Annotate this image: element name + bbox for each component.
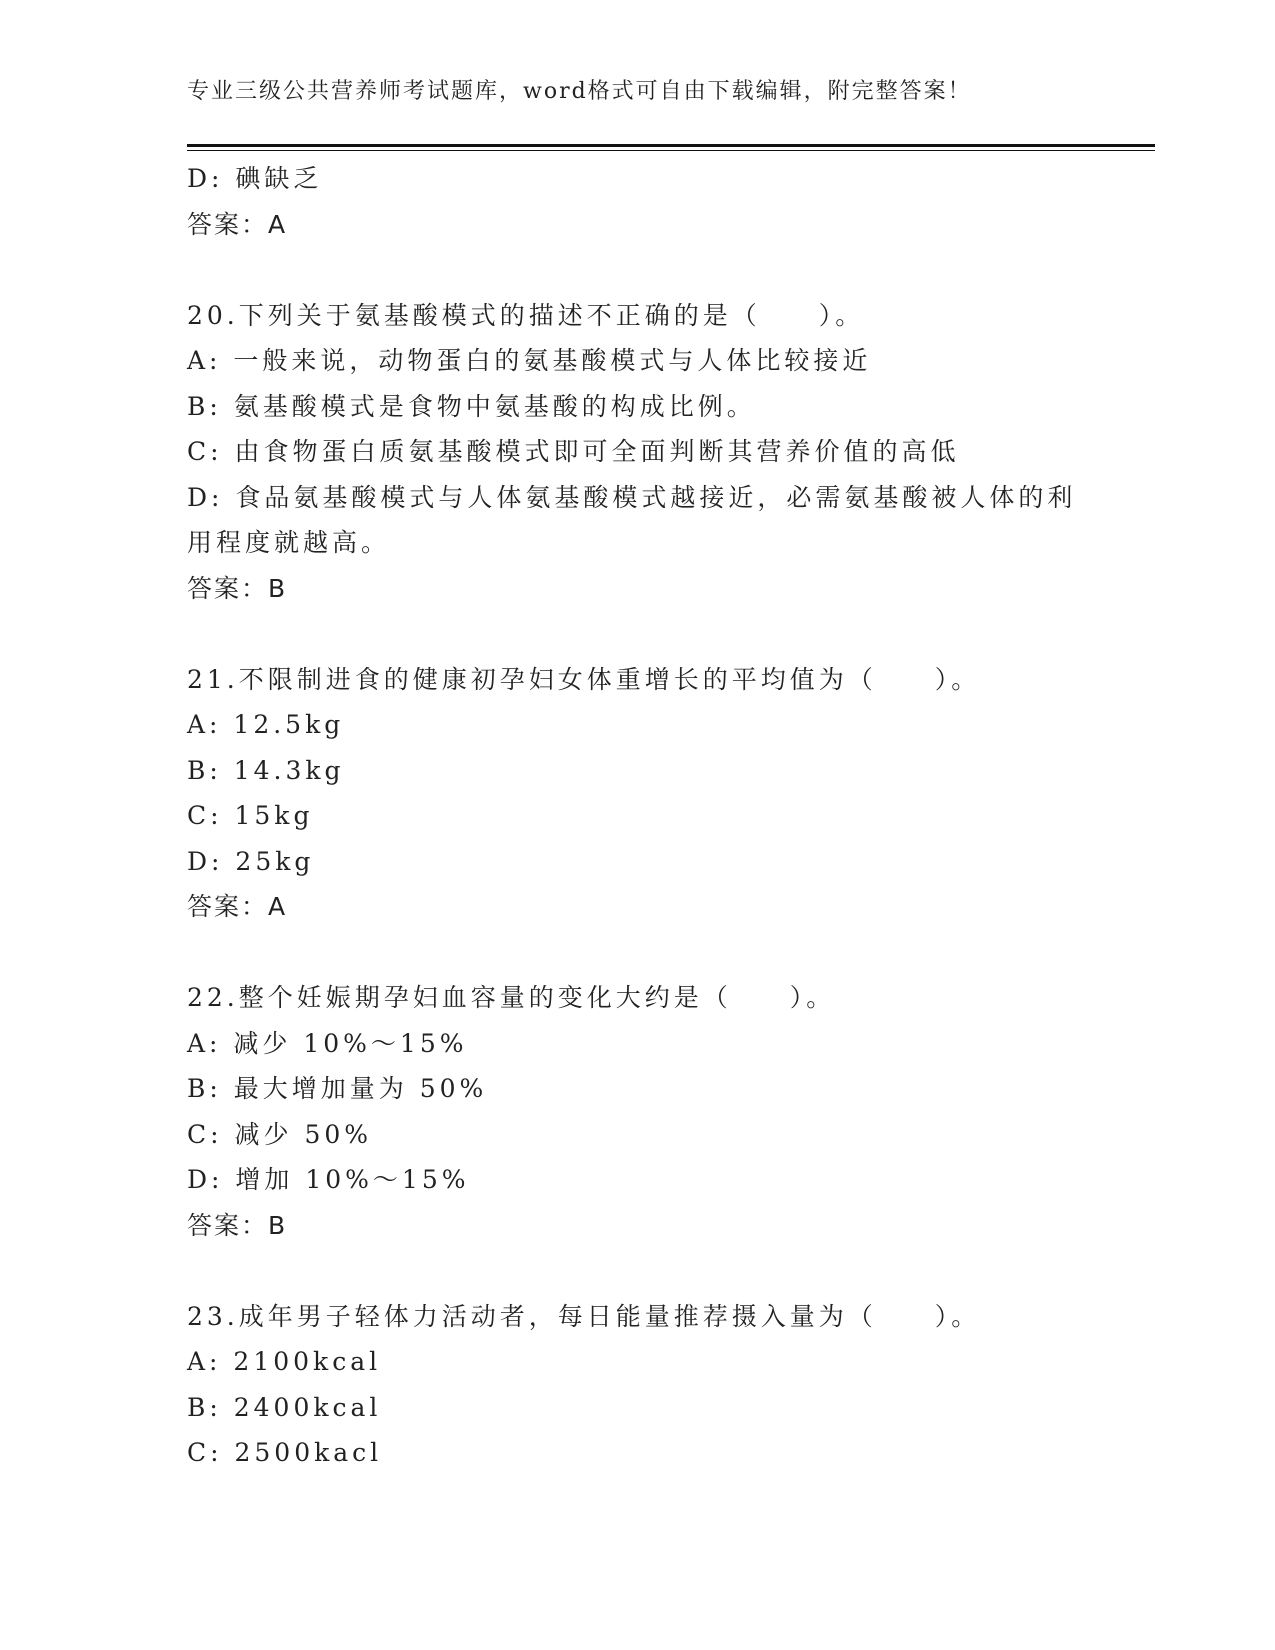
question-stem: 23.成年男子轻体力活动者，每日能量推荐摄入量为（ ）。	[187, 1301, 981, 1331]
page-header: 专业三级公共营养师考试题库，word格式可自由下载编辑，附完整答案！	[187, 79, 972, 104]
option-b: B: 2400kcal	[187, 1392, 382, 1422]
question-20	[187, 293, 1087, 612]
answer: 答案：A	[187, 209, 288, 239]
option-d: D: 25kg	[187, 846, 315, 876]
answer: 答案：A	[187, 892, 288, 921]
option-c: C: 减少 50%	[187, 1119, 373, 1149]
option-a: A: 2100kcal	[187, 1347, 382, 1376]
option-c: C: 由食物蛋白质氨基酸模式即可全面判断其营养价值的高低	[187, 437, 960, 466]
header-rule-thin	[187, 150, 1155, 151]
question-stem: 21.不限制进食的健康初孕妇女体重增长的平均值为（ ）。	[187, 664, 981, 694]
option-d: D: 碘缺乏	[187, 164, 323, 193]
header-rule-thick	[187, 144, 1155, 147]
option-d: D: 增加 10%～15%	[187, 1165, 470, 1194]
option-a: A: 一般来说，动物蛋白的氨基酸模式与人体比较接近	[187, 346, 872, 375]
question-23	[187, 1294, 1087, 1476]
question-21	[187, 657, 1087, 930]
option-b: B: 最大增加量为 50%	[187, 1074, 488, 1103]
question-22	[187, 975, 1087, 1248]
answer: 答案：B	[187, 1210, 288, 1240]
option-c: C: 2500kacl	[187, 1438, 383, 1467]
question-19-tail	[187, 156, 1087, 247]
option-a: A: 12.5kg	[187, 710, 345, 739]
answer: 答案：B	[187, 573, 288, 603]
option-d: D: 食品氨基酸模式与人体氨基酸模式越接近，必需氨基酸被人体的利	[187, 482, 1077, 512]
option-b: B: 氨基酸模式是食物中氨基酸的构成比例。	[187, 391, 756, 421]
option-a: A: 减少 10%～15%	[187, 1028, 468, 1058]
document-content	[187, 156, 1087, 1521]
option-d-continued: 用程度就越高。	[187, 528, 391, 557]
option-c: C: 15kg	[187, 801, 314, 830]
question-stem: 20.下列关于氨基酸模式的描述不正确的是（ ）。	[187, 300, 865, 330]
option-b: B: 14.3kg	[187, 755, 345, 785]
question-stem: 22.整个妊娠期孕妇血容量的变化大约是（ ）。	[187, 983, 836, 1012]
